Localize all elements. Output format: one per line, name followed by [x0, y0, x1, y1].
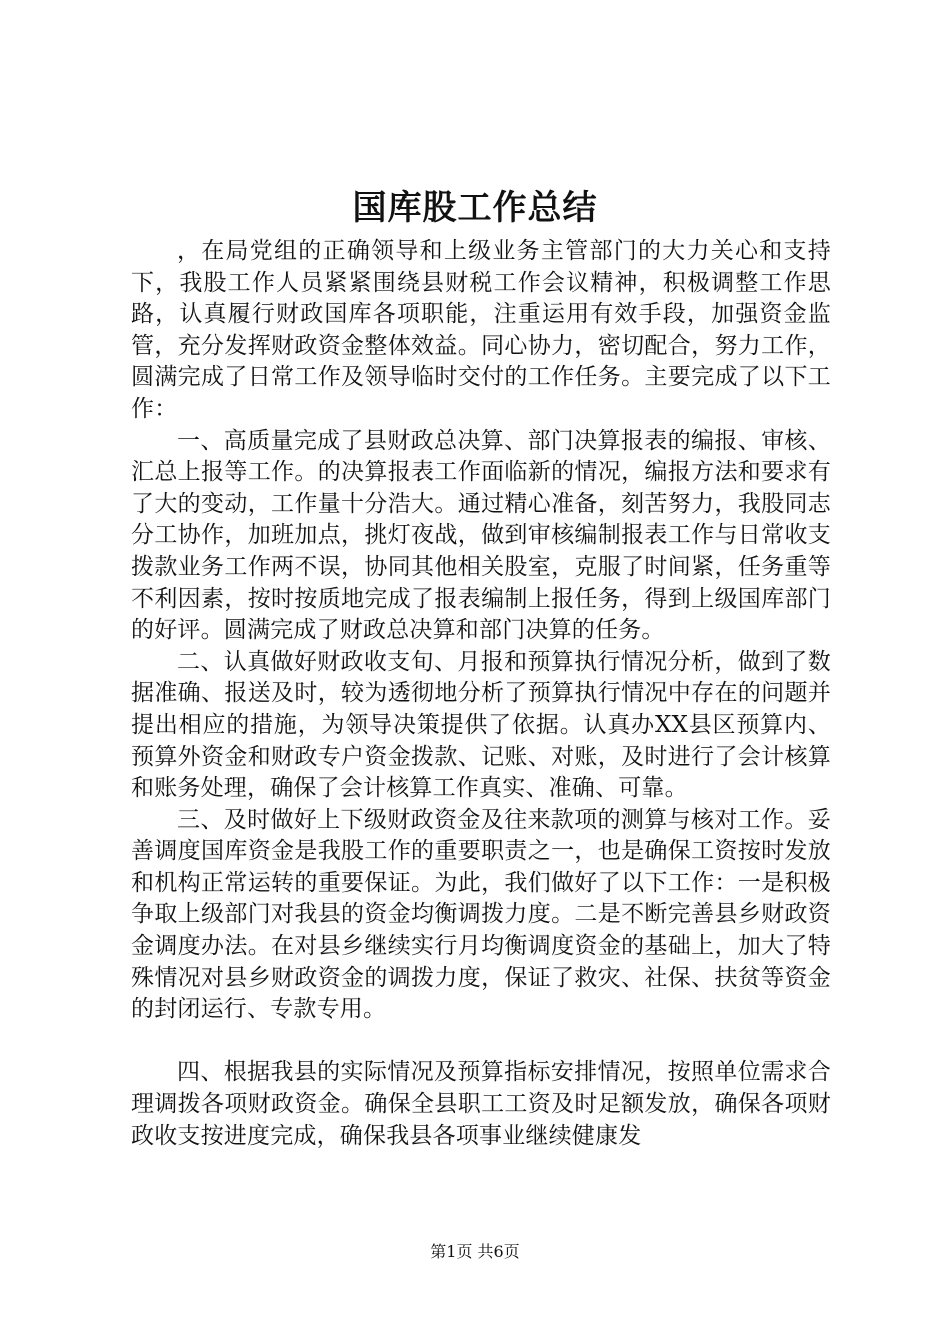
paragraph-section-1: 一、高质量完成了县财政总决算、部门决算报表的编报、审核、汇总上报等工作。的决算报表工作面临新的情况，编报方法和要求有了大的变动，工作量十分浩大。通过精心准备，刻苦努力，我股同志分工协作，加班加点，挑灯夜战，做到审核编制报表工作与日常收支拨款业务工作两不误，协同其他相关股室，克服了时间紧，任务重等不利因素，按时按质地完成了报表编制上报任务，得到上级国库部门的好评。圆满完成了财政总决算和部门决算的任务。 [131, 427, 831, 644]
paragraph-section-2: 二、认真做好财政收支旬、月报和预算执行情况分析，做到了数据准确、报送及时，较为透彻地分析了预算执行情况中存在的问题并提出相应的措施，为领导决策提供了依据。认真办XX县区预算内、预算外资金和财政专户资金拨款、记账、对账，及时进行了会计核算和账务处理，确保了会计核算工作真实、准确、可靠。 [131, 648, 831, 802]
page-number-footer: 第1页 共6页 [430, 1242, 520, 1261]
paragraph-intro: ，在局党组的正确领导和上级业务主管部门的大力关心和支持下，我股工作人员紧紧围绕县财税工作会议精神，积极调整工作思路，认真履行财政国库各项职能，注重运用有效手段，加强资金监管，充分发挥财政资金整体效益。同心协力，密切配合，努力工作，圆满完成了日常工作及领导临时交付的工作任务。主要完成了以下工作： [131, 238, 831, 422]
paragraph-section-4: 四、根据我县的实际情况及预算指标安排情况，按照单位需求合理调拨各项财政资金。确保全县职工工资及时足额发放，确保各项财政收支按进度完成，确保我县各项事业继续健康发 [131, 1059, 831, 1149]
document-body [131, 236, 831, 1152]
document-title: 国库股工作总结 [352, 188, 598, 228]
paragraph-section-3: 三、及时做好上下级财政资金及往来款项的测算与核对工作。妥善调度国库资金是我股工作的重要职责之一，也是确保工资按时发放和机构正常运转的重要保证。为此，我们做好了以下工作：一是积极争取上级部门对我县的资金均衡调拨力度。二是不断完善县乡财政资金调度办法。在对县乡继续实行月均衡调度资金的基础上，加大了特殊情况对县乡财政资金的调拨力度，保证了救灾、社保、扶贫等资金的封闭运行、专款专用。 [131, 806, 831, 1023]
